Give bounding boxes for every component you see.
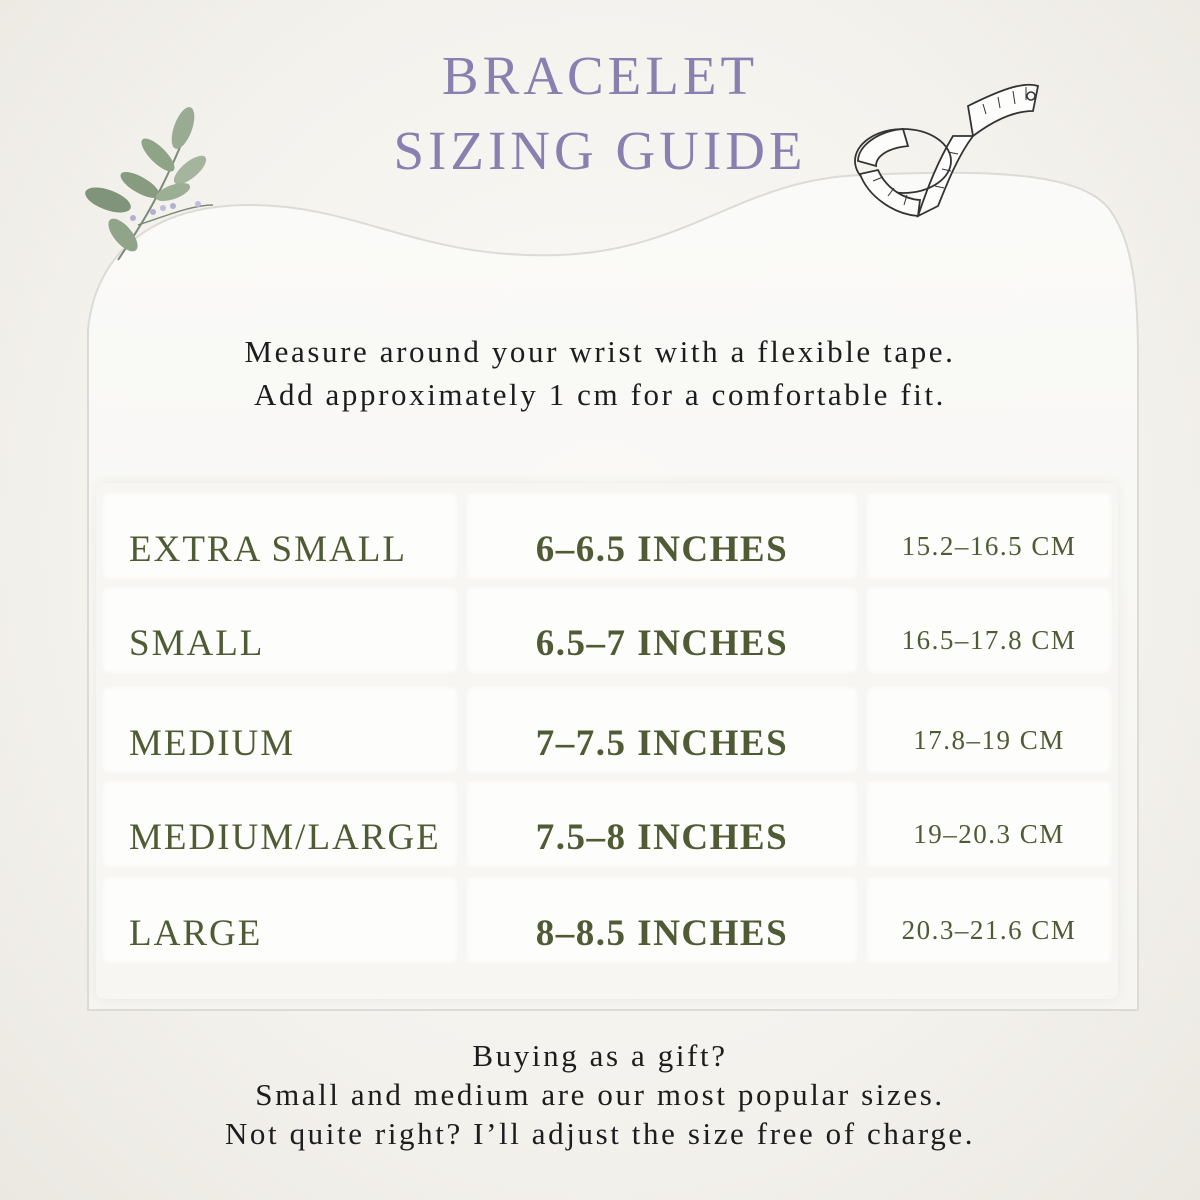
footer-line-1: Buying as a gift? (472, 1038, 728, 1073)
size-row-large (96, 870, 1118, 970)
size-cm: 19–20.3 CM (913, 819, 1065, 849)
size-row-medium-large (96, 774, 1118, 874)
size-inches: 7.5–8 INCHES (535, 817, 789, 858)
size-table (96, 483, 1118, 999)
title-line-2: SIZING GUIDE (393, 120, 807, 181)
size-label: MEDIUM/LARGE (129, 817, 441, 858)
size-label: EXTRA SMALL (129, 529, 407, 570)
title-line-1: BRACELET (441, 45, 759, 106)
size-label: MEDIUM (129, 723, 296, 764)
footer-line-3: Not quite right? I’ll adjust the size free of charge. (224, 1116, 976, 1151)
instruction-line-2: Add approximately 1 cm for a comfortable fit. (253, 377, 947, 412)
size-cm: 20.3–21.6 CM (901, 915, 1077, 945)
size-inches: 6–6.5 INCHES (535, 529, 789, 570)
instruction-line-1: Measure around your wrist with a flexible tape. (244, 334, 956, 369)
size-cm: 17.8–19 CM (913, 725, 1065, 755)
size-label: LARGE (129, 913, 263, 954)
size-row-small (96, 580, 1118, 680)
size-row-medium (96, 680, 1118, 780)
size-cm: 15.2–16.5 CM (901, 531, 1077, 561)
size-label: SMALL (129, 623, 265, 664)
size-inches: 8–8.5 INCHES (535, 913, 789, 954)
footer-line-2: Small and medium are our most popular sizes. (255, 1077, 945, 1112)
size-row-extra-small (96, 486, 1118, 586)
size-cm: 16.5–17.8 CM (901, 625, 1077, 655)
size-inches: 7–7.5 INCHES (535, 723, 789, 764)
size-inches: 6.5–7 INCHES (535, 623, 789, 664)
